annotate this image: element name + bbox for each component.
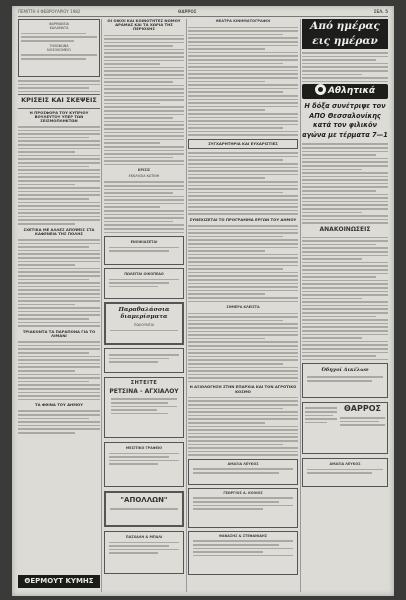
headline: ΣΥΓΧΑΡΗΤΗΡΙΑ ΚΑΙ ΕΥΧΑΡΙΣΤΙΕΣ	[208, 141, 278, 147]
header-page-number: ΣΕΛ. 5	[373, 9, 388, 14]
section-banner: Από ημέρας εις ημέραν	[302, 19, 388, 49]
headline: ΣΥΝΕΧΙΖΕΤΑΙ ΤΟ ΠΡΟΓΡΑΜΜΑ ΕΡΓΩΝ ΤΟΥ ΔΗΜΟΥ	[189, 216, 297, 222]
ad-title: ΓΕΩΡΓΙΟΣ Α. ΚΟΛΙΟΣ	[223, 490, 263, 495]
running-header	[18, 9, 388, 17]
classified-ad	[104, 268, 184, 299]
retsina-ad	[104, 377, 184, 438]
notice: ΣΗΜΕΡΑ ΚΛΕΙΣΤΑ	[226, 305, 260, 310]
column-1	[18, 19, 100, 592]
column-2	[104, 19, 184, 592]
column-4	[302, 19, 388, 592]
newspaper-page	[12, 6, 394, 596]
sports-title: Αθλητικά	[327, 86, 376, 97]
tharros-ad	[302, 402, 388, 454]
headline: Η ΠΡΟΣΦΟΡΑ ΤΟΥ ΚΥΠΡΙΟΥ ΒΟΥΛΕΥΤΟΥ ΥΠΕΡ ΤΩΝ ΣΕΙΣΜΟΠΛΗΚΤΩΝ	[29, 109, 89, 123]
ad-title: ΠΑΣΧΑΛΗ & ΜΠΑΛΙ	[125, 535, 163, 540]
ad-title: ΠΩΛΕΙΤΑΙ ΟΙΚΟΠΕΔΟ	[124, 272, 164, 277]
ad-title: Όδηγοί Δικέλων	[321, 367, 369, 374]
box-line: ΝΟΣΟΚΟΜΕΙΟ	[47, 48, 71, 53]
announcements-title: ΑΝΑΚΟΙΝΩΣΕΙΣ	[319, 226, 371, 233]
headline: ΤΡΙΑΚΟΝΤΑ ΤΑ ΠΑΡΑΠΟΝΑ ΓΙΑ ΤΟ ΛΙΜΑΝΙ	[22, 328, 96, 339]
ad-title: ΕΝΟΙΚΙΑΖΕΤΑΙ	[130, 240, 158, 245]
column-rule	[186, 19, 187, 592]
column-rule	[101, 19, 102, 592]
section-title: ΚΡΙΣΕΙΣ ΚΑΙ ΣΚΕΨΕΙΣ	[21, 96, 97, 105]
pharmacy-box	[18, 19, 100, 77]
ad-subtitle: ΡΕΤΣΙΝΑ - ΑΓΧΙΑΛΟΥ	[109, 387, 179, 395]
ad-title: ΜΕΣΙΤΙΚΟ ΓΡΑΦΕΙΟ	[125, 446, 163, 451]
ad-title: ΣΗΤΕΙΤΕ	[130, 380, 158, 387]
apartments-ad	[104, 302, 184, 345]
classified-ad	[104, 236, 184, 265]
label: ΕΚΚΛΗΣΙΑ ΚΑΤΙΝΗ	[128, 173, 160, 178]
column-3	[188, 19, 298, 592]
headline: ΟΙ ΟΙΚΟΙ ΚΑΙ ΚΟΙΝΟΤΗΤΕΣ ΝΟΜΟΥ ΔΡΑΜΑΣ ΚΑΙ ΤΑ ΧΩΡΙΑ ΤΗΣ ΠΕΡΙΟΧΗΣ	[107, 18, 181, 32]
classified-ad	[188, 459, 298, 485]
box-line: ΤΗΛΕΦΩΝΑ	[49, 43, 69, 48]
headline: ΣΧΕΤΙΚΑ ΜΕ ΑΛΛΕΣ ΑΠΟΨΕΙΣ ΣΤΑ ΚΑΦΕΝΕΙΑ ΤΗΣ ΠΟΛΗΣ	[23, 226, 95, 236]
real-estate-ad	[104, 442, 184, 487]
classified-ad	[188, 531, 298, 575]
ad-title: ΑΜΑΞΙΑ ΛΕΥΚΟΣ	[227, 461, 259, 466]
classified-ad	[188, 488, 298, 528]
football-icon	[315, 84, 326, 95]
ad-title: ΘΑΡΡΟΣ	[344, 404, 381, 414]
header-date: ΠΕΜΠΤΗ 4 ΦΕΒΡΟΥΑΡΙΟΥ 1982	[18, 9, 81, 14]
ad-title: ΘΑΝΑΣΗΣ & ΣΤΕΦΑΝΙΔΗΣ	[218, 533, 268, 538]
ad-title: ΑΜΑΞΙΑ ΛΕΥΚΟΣ	[329, 462, 361, 467]
headline-box	[188, 139, 298, 149]
header-title: ΘΑΡΡΟΣ	[178, 9, 197, 14]
headline: ΤΑ ΦΘΙΝΑ ΤΟΥ ΔΗΜΟΥ	[35, 402, 83, 408]
kicker: ΘΕΑΤΡΑ ΚΙΝΗΜΑΤΟΓΡΑΦΟΙ	[215, 19, 271, 23]
ad-title: Παραθαλάσσια διαμερίσματα	[118, 307, 170, 321]
bottom-strip: ΘΕΡΜΟΥΤ ΚΥΜΗΣ	[18, 575, 100, 588]
sports-banner	[302, 84, 388, 99]
ad-subtitle: ΠΩΛΟΥΝΤΑΙ	[133, 323, 155, 328]
shop-ad	[104, 531, 184, 574]
apollon-ad	[104, 491, 184, 527]
box-line: ΦΑΡΜΑΚΕΙΑ	[49, 22, 69, 26]
ad-title: "ΑΠΟΛΛΩΝ"	[120, 496, 168, 505]
label: ΚΡΙΣΙΣ	[137, 168, 151, 173]
classified-ad	[104, 348, 184, 373]
headline: Η ΑΞΙΟΛΟΓΗΣΗ ΣΤΗΝ ΕΠΑΡΧΙΑ ΚΑΙ ΤΟΝ ΑΓΡΟΤΙΚΟ ΚΟΣΜΟ	[189, 384, 297, 394]
column-rule	[300, 19, 301, 592]
box-line: ΚΑΛΑΜΑΤΑ	[49, 26, 69, 31]
sports-headline: Η δόξα συνέτριψε τον ΑΠΟ Θεσσαλονίκης κατά τον φιλικόν αγώνα με τέρματα 7—1	[302, 102, 388, 139]
classified-ad	[302, 458, 388, 487]
drivers-ad	[302, 363, 388, 398]
